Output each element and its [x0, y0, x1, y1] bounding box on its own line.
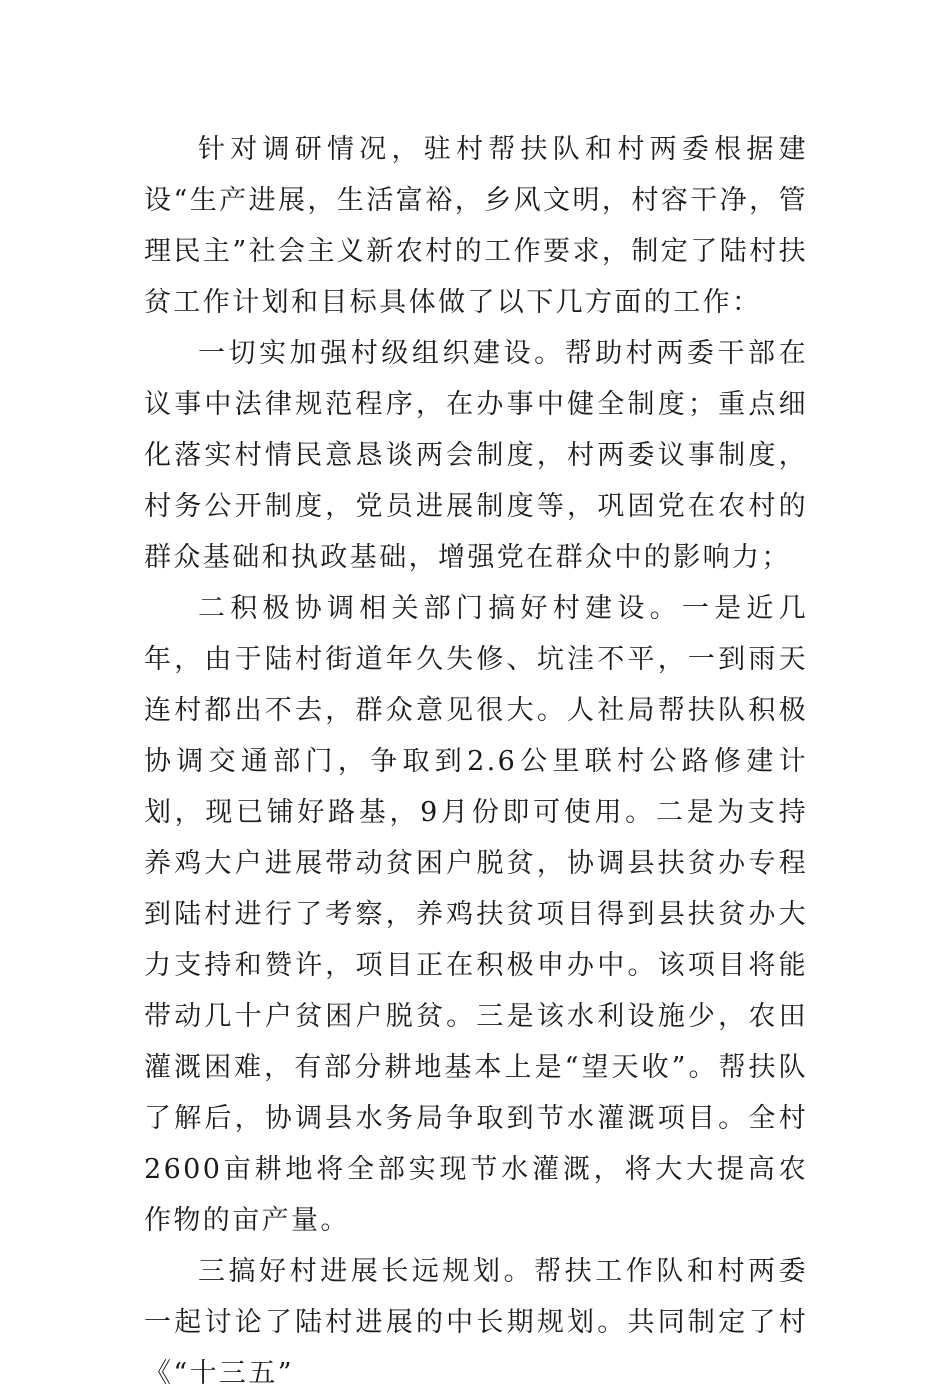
paragraph-long-term-planning: 三搞好村进展长远规划。帮扶工作队和村两委一起讨论了陆村进展的中长期规划。共同制定了村《“十三五”: [144, 1256, 808, 1389]
paragraph-organization-building: 一切实加强村级组织建设。帮助村两委干部在议事中法律规范程序，在办事中健全制度；重点细化落实村情民意恳谈两会制度，村两委议事制度，村务公开制度，党员进展制度等，巩固党在农村的群众基础和执政基础，增强党在群众中的影响力；: [144, 338, 808, 573]
document-body: [144, 124, 808, 1399]
paragraph-intro: 针对调研情况，驻村帮扶队和村两委根据建设“生产进展，生活富裕，乡风文明，村容干净，管理民主”社会主义新农村的工作要求，制定了陆村扶贫工作计划和目标具体做了以下几方面的工作：: [144, 134, 808, 318]
paragraph-village-construction: 二积极协调相关部门搞好村建设。一是近几年，由于陆村街道年久失修、坑洼不平，一到雨天连村都出不去，群众意见很大。人社局帮扶队积极协调交通部门，争取到2.6公里联村公路修建计划，现已铺好路基，9月份即可使用。二是为支持养鸡大户进展带动贫困户脱贫，协调县扶贫办专程到陆村进行了考察，养鸡扶贫项目得到县扶贫办大力支持和赞许，项目正在积极申办中。该项目将能带动几十户贫困户脱贫。三是该水利设施少，农田灌溉困难，有部分耕地基本上是“望天收”。帮扶队了解后，协调县水务局争取到节水灌溉项目。全村2600亩耕地将全部实现节水灌溉，将大大提高农作物的亩产量。: [144, 593, 808, 1236]
